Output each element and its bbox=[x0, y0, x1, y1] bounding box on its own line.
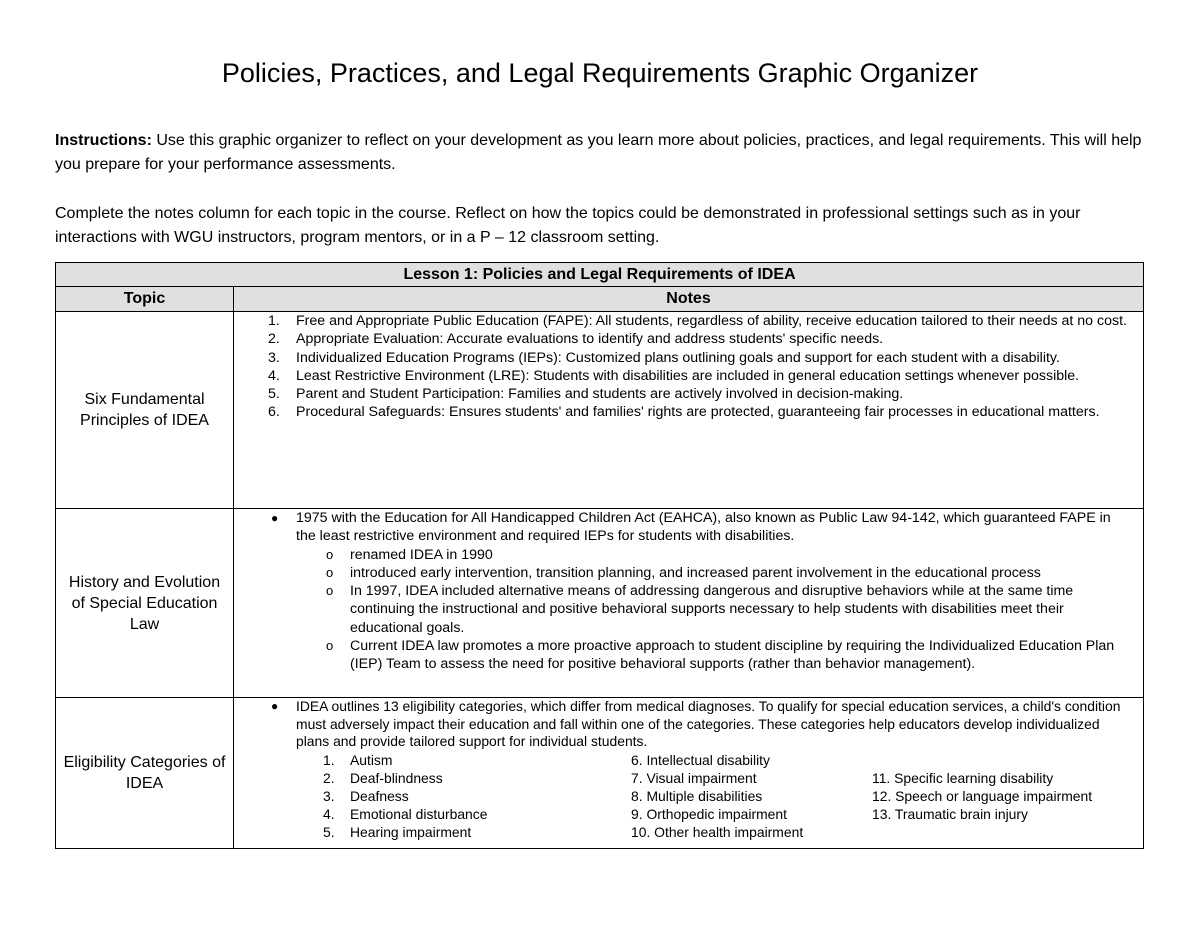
notes-column-header: Notes bbox=[234, 287, 1144, 312]
category-item bbox=[234, 787, 614, 805]
topic-cell: History and Evolution of Special Education Law bbox=[56, 509, 234, 698]
list-item bbox=[234, 349, 1143, 367]
instructions-paragraph bbox=[55, 129, 1150, 177]
list-number: 2. bbox=[268, 331, 280, 348]
category-text: Deaf-blindness bbox=[350, 769, 443, 786]
sub-bullet-icon: o bbox=[326, 564, 334, 580]
category-column-2 bbox=[631, 751, 803, 841]
list-item-text: Procedural Safeguards: Ensures students' and families' rights are protected, guaranteeing fair processes in educational matters. bbox=[296, 404, 1100, 421]
sub-item-text: introduced early intervention, transition planning, and increased parent involvement in the educational process bbox=[350, 564, 1041, 581]
category-number: 3. bbox=[323, 787, 335, 804]
notes-cell[interactable] bbox=[234, 698, 1144, 849]
sub-bullet-icon: o bbox=[326, 583, 334, 599]
list-number: 3. bbox=[268, 349, 280, 366]
sub-list-item bbox=[234, 582, 1143, 637]
list-number: 4. bbox=[268, 367, 280, 384]
list-item bbox=[234, 312, 1143, 330]
notes-cell[interactable] bbox=[234, 509, 1144, 698]
topic-column-header: Topic bbox=[56, 287, 234, 312]
category-item: 11. Specific learning disability bbox=[872, 769, 1054, 786]
sub-bullet-icon: o bbox=[326, 546, 334, 562]
notes-cell[interactable] bbox=[234, 312, 1144, 509]
category-number: 1. bbox=[323, 751, 335, 768]
category-number: 4. bbox=[323, 805, 335, 822]
category-item bbox=[872, 751, 1092, 769]
graphic-organizer-table bbox=[55, 262, 1144, 849]
topic-cell: Eligibility Categories of IDEA bbox=[56, 698, 234, 849]
instructions-text: Use this graphic organizer to reflect on your development as you learn more about policies, practices, and legal requirements. This will help you prepare for your performance assessments. bbox=[55, 132, 1142, 173]
table-row bbox=[56, 509, 1144, 698]
list-item bbox=[234, 403, 1143, 421]
lesson-title: Lesson 1: Policies and Legal Requirements of IDEA bbox=[56, 263, 1144, 287]
list-item bbox=[234, 385, 1143, 403]
list-item-text: Free and Appropriate Public Education (FAPE): All students, regardless of ability, receive education tailored to their needs at no cost. bbox=[296, 313, 1127, 329]
list-item-text: IDEA outlines 13 eligibility categories, which differ from medical diagnoses. To qualify for special education services, a child's condition must adversely impact their education and fall within one of the categories. These categories help educators develop individualized plans and provide tailored support for individual students. bbox=[296, 698, 1121, 750]
category-text: Emotional disturbance bbox=[350, 805, 488, 822]
lesson-header-row bbox=[56, 263, 1144, 287]
category-item: 9. Orthopedic impairment bbox=[631, 805, 787, 822]
list-number: 1. bbox=[268, 313, 280, 329]
category-item: 8. Multiple disabilities bbox=[631, 787, 763, 804]
document-title: Policies, Practices, and Legal Requirements Graphic Organizer bbox=[221, 58, 979, 88]
list-item bbox=[234, 367, 1143, 385]
complete-notes-paragraph: Complete the notes column for each topic in the course. Reflect on how the topics could be demonstrated in professional settings such as in your interactions with WGU instructors, program mentors, or in a P – 12 classroom setting. bbox=[55, 205, 1081, 246]
sub-list-item bbox=[234, 564, 1143, 582]
list-number: 6. bbox=[268, 404, 280, 421]
bullet-icon: ● bbox=[271, 699, 279, 713]
category-item bbox=[234, 805, 614, 823]
column-header-row bbox=[56, 287, 1144, 312]
principles-list bbox=[234, 312, 1143, 422]
table-row bbox=[56, 698, 1144, 849]
list-item bbox=[234, 698, 1143, 751]
list-item-text: Appropriate Evaluation: Accurate evaluations to identify and address students' specific needs. bbox=[296, 331, 884, 348]
sub-item-text: In 1997, IDEA included alternative means of addressing dangerous and disruptive behaviors while at the same time continuing the instructional and positive behavioral supports necessary to help students with disabilities meet their educational goals. bbox=[350, 583, 1074, 636]
list-item bbox=[234, 509, 1143, 546]
sub-list-item bbox=[234, 637, 1143, 674]
category-column-1 bbox=[234, 751, 614, 841]
category-text: Hearing impairment bbox=[350, 823, 472, 840]
eligibility-categories bbox=[234, 751, 1143, 841]
category-number: 5. bbox=[323, 823, 335, 840]
list-item bbox=[234, 330, 1143, 348]
category-item bbox=[234, 823, 614, 841]
category-item: 6. Intellectual disability bbox=[631, 751, 770, 768]
sub-list-item bbox=[234, 546, 1143, 564]
bullet-icon: ● bbox=[271, 511, 279, 525]
topic-cell: Six Fundamental Principles of IDEA bbox=[56, 312, 234, 509]
category-item bbox=[234, 769, 614, 787]
list-item-text: 1975 with the Education for All Handicapped Children Act (EAHCA), also known as Public Law 94-142, which guaranteed FAPE in the least restrictive environment and required IEPs for students with disabilities. bbox=[296, 510, 1111, 545]
category-item: 10. Other health impairment bbox=[631, 823, 804, 840]
category-item: 13. Traumatic brain injury bbox=[872, 805, 1028, 822]
sub-item-text: Current IDEA law promotes a more proactive approach to student discipline by requiring the Individualized Education Plan (IEP) Team to assess the need for positive behavioral supports (rather than behavior management). bbox=[350, 638, 1115, 673]
sub-item-text: renamed IDEA in 1990 bbox=[350, 546, 493, 563]
list-item-text: Individualized Education Programs (IEPs): Customized plans outlining goals and support for each student with a disability. bbox=[296, 349, 1060, 366]
category-number: 2. bbox=[323, 769, 335, 786]
list-item-text: Least Restrictive Environment (LRE): Students with disabilities are included in general education settings whenever possible. bbox=[296, 367, 1080, 384]
category-item bbox=[234, 751, 614, 769]
instructions-label: Instructions: bbox=[55, 132, 152, 149]
category-item: 7. Visual impairment bbox=[631, 769, 757, 786]
category-column-3 bbox=[872, 751, 1092, 823]
sub-bullet-icon: o bbox=[326, 638, 334, 654]
list-item-text: Parent and Student Participation: Families and students are actively involved in decision-making. bbox=[296, 386, 904, 403]
category-text: Autism bbox=[350, 751, 393, 768]
table-row bbox=[56, 312, 1144, 509]
list-number: 5. bbox=[268, 386, 280, 403]
category-text: Deafness bbox=[350, 787, 409, 804]
category-item: 12. Speech or language impairment bbox=[872, 787, 1093, 804]
